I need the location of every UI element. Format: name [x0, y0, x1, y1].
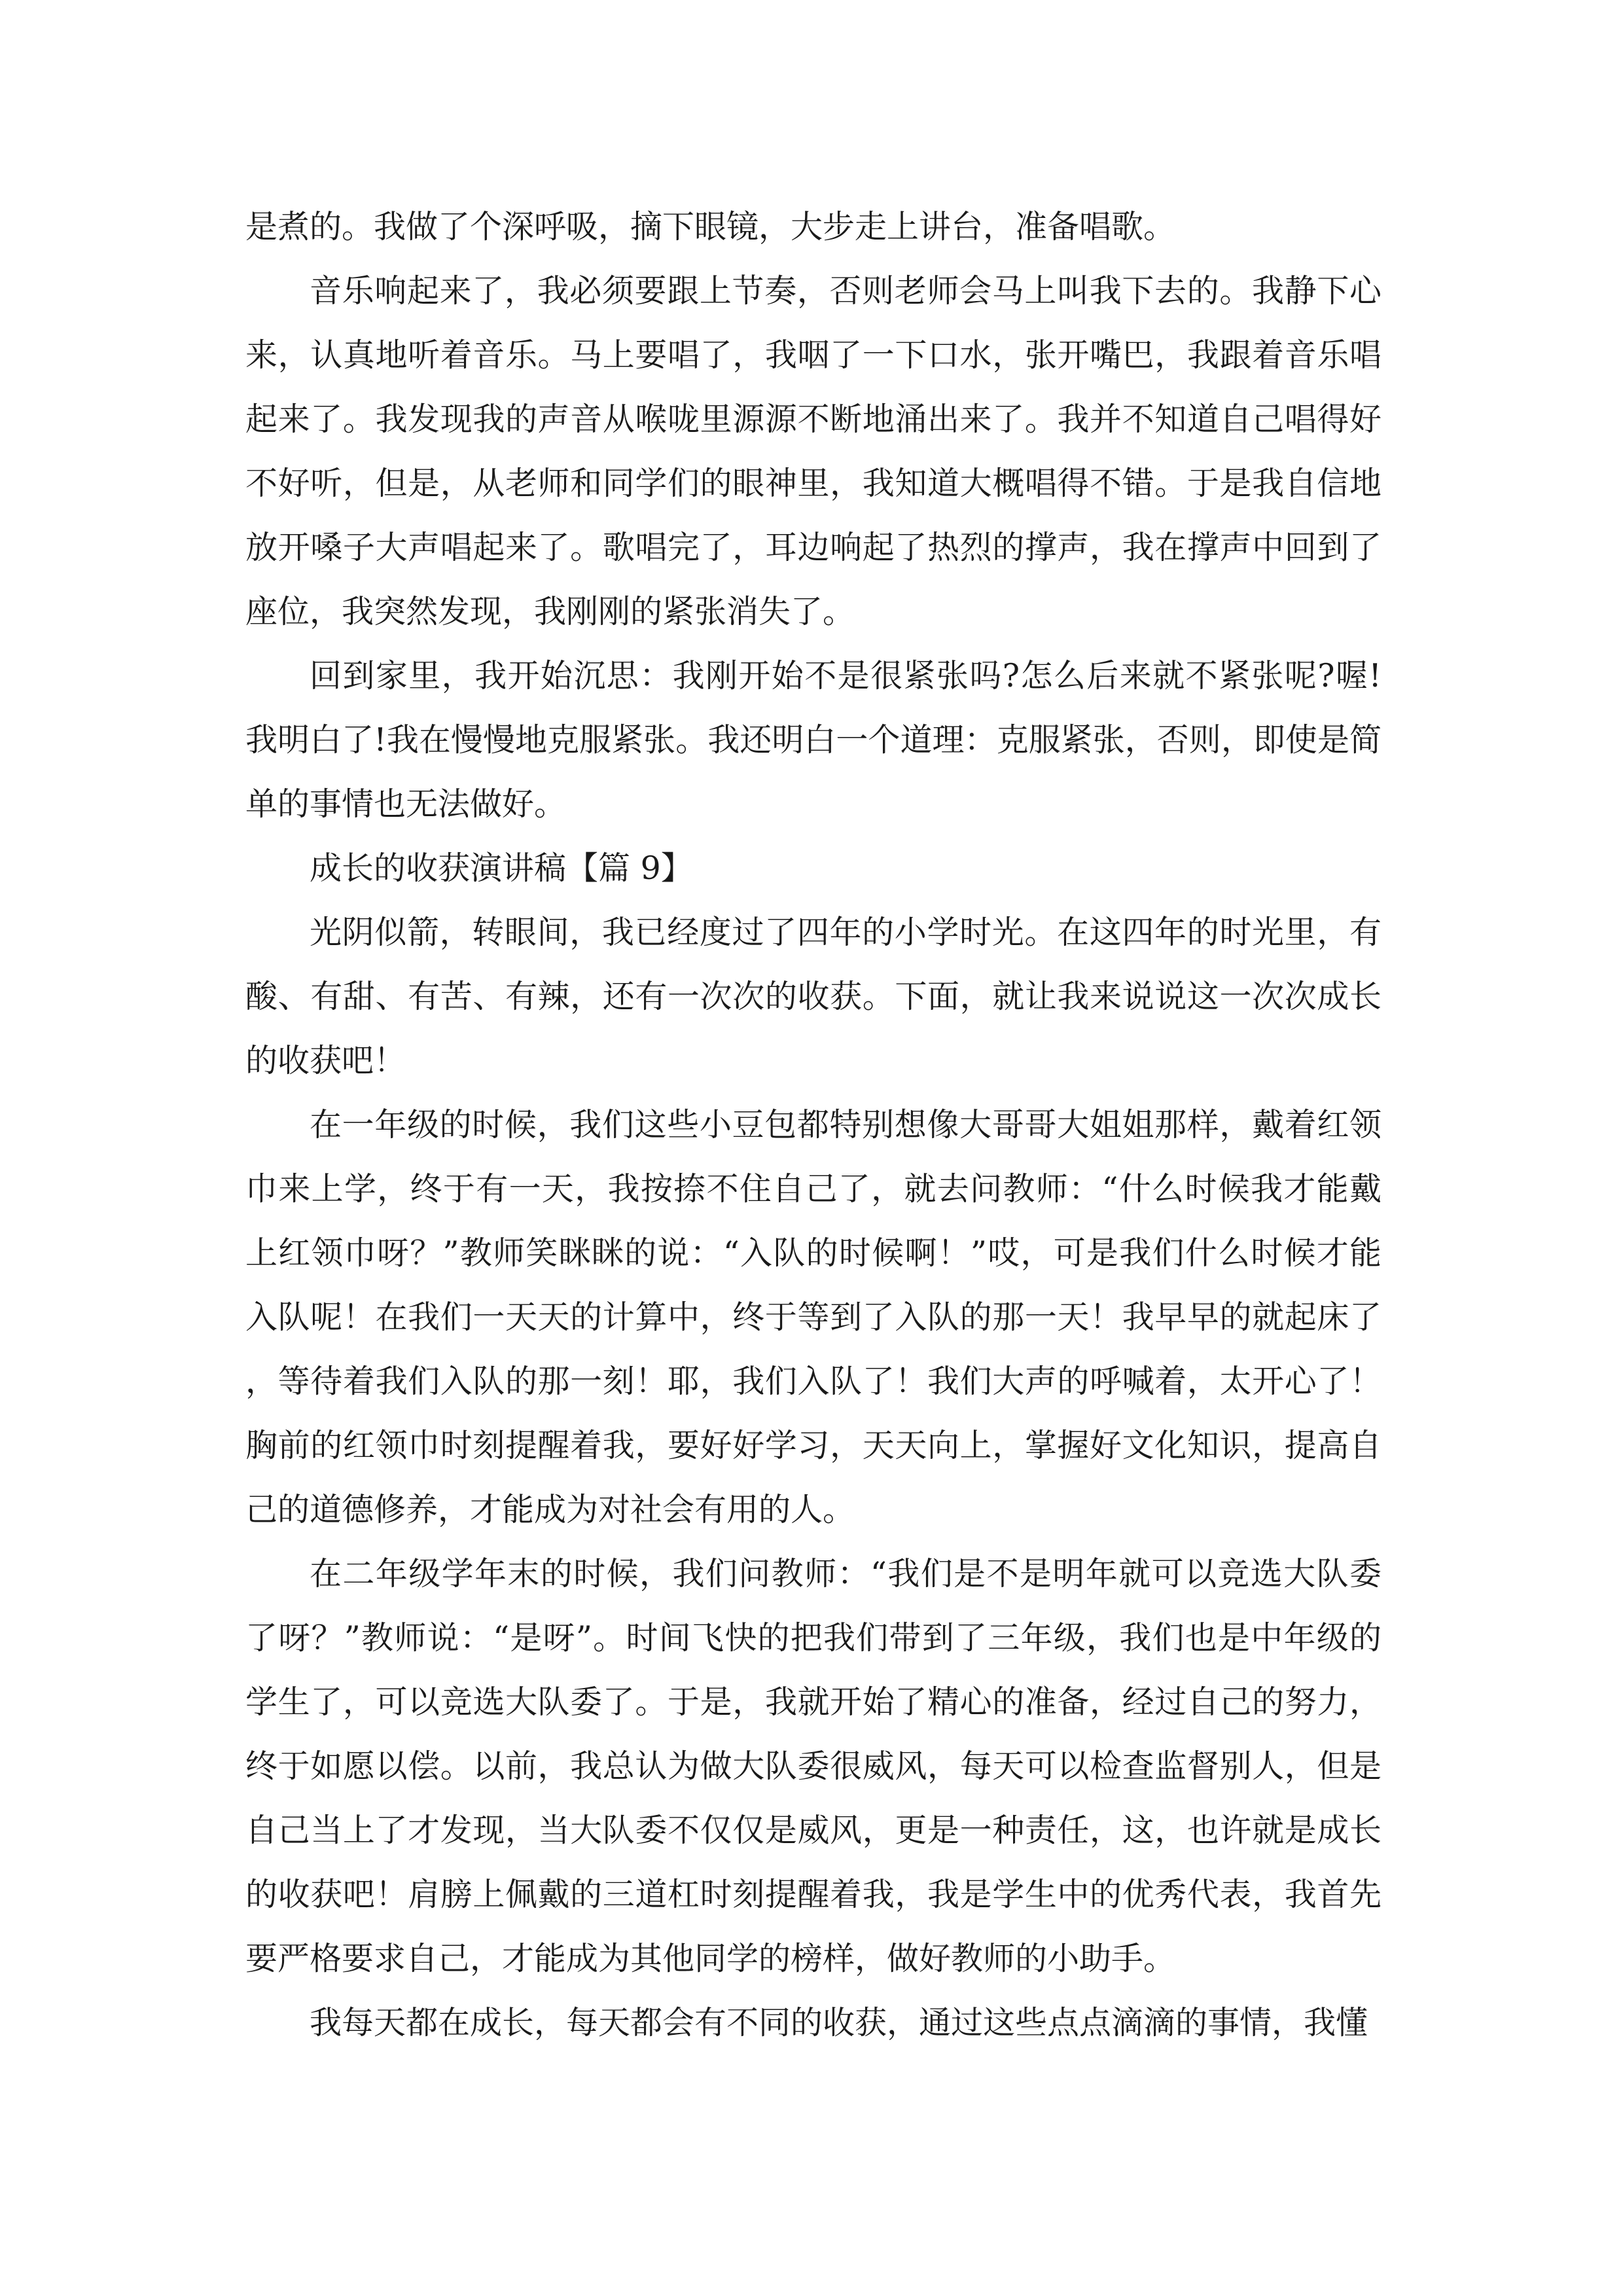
- paragraph-5: 在一年级的时候，我们这些小豆包都特别想像大哥哥大姐姐那样，戴着红领巾来上学，终于有一天，我按捺不住自己了，就去问教师：“什么时候我才能戴上红领巾呀？”教师笑眯眯的说：“入队的时候啊！”哎，可是我们什么时候才能入队呢！在我们一天天的计算中，终于等到了入队的那一天！我早早的就起床了，等待着我们入队的那一刻！耶，我们入队了！我们大声的呼喊着，太开心了！胸前的红领巾时刻提醒着我，要好好学习，天天向上，掌握好文化知识，提高自己的道德修养，才能成为对社会有用的人。: [245, 1106, 1382, 1528]
- paragraph-1: 是煮的。我做了个深呼吸，摘下眼镜，大步走上讲台，准备唱歌。: [245, 208, 1176, 245]
- section-heading: 成长的收获演讲稿【篇 9】: [310, 850, 693, 887]
- paragraph-2: 音乐响起来了，我必须要跟上节奏，否则老师会马上叫我下去的。我静下心来，认真地听着音乐。马上要唱了，我咽了一下口水，张开嘴巴，我跟着音乐唱起来了。我发现我的声音从喉咙里源源不断地涌出来了。我并不知道自己唱得好不好听，但是，从老师和同学们的眼神里，我知道大概唱得不错。于是我自信地放开嗓子大声唱起来了。歌唱完了，耳边响起了热烈的撑声，我在撑声中回到了座位，我突然发现，我刚刚的紧张消失了。: [245, 272, 1382, 630]
- paragraph-3: 回到家里，我开始沉思：我刚开始不是很紧张吗?怎么后来就不紧张呢?喔!我明白了!我在慢慢地克服紧张。我还明白一个道理：克服紧张，否则，即使是简单的事情也无法做好。: [245, 657, 1382, 823]
- paragraph-7: 我每天都在成长，每天都会有不同的收获，通过这些点点滴滴的事情，我懂: [310, 2004, 1368, 2041]
- paragraph-6: 在二年级学年末的时候，我们问教师：“我们是不是明年就可以竞选大队委了呀？”教师说：“是呀”。时间飞快的把我们带到了三年级，我们也是中年级的学生了，可以竞选大队委了。于是，我就开始了精心的准备，经过自己的努力，终于如愿以偿。以前，我总认为做大队委很威风，每天可以检查监督别人，但是自己当上了才发现，当大队委不仅仅是威风，更是一种责任，这，也许就是成长的收获吧！肩膀上佩戴的三道杠时刻提醒着我，我是学生中的优秀代表，我首先要严格要求自己，才能成为其他同学的榜样，做好教师的小助手。: [245, 1555, 1382, 1977]
- document-body: [245, 195, 1382, 2055]
- paragraph-4: 光阴似箭，转眼间，我已经度过了四年的小学时光。在这四年的时光里，有酸、有甜、有苦、有辣，还有一次次的收获。下面，就让我来说说这一次次成长的收获吧！: [245, 914, 1382, 1079]
